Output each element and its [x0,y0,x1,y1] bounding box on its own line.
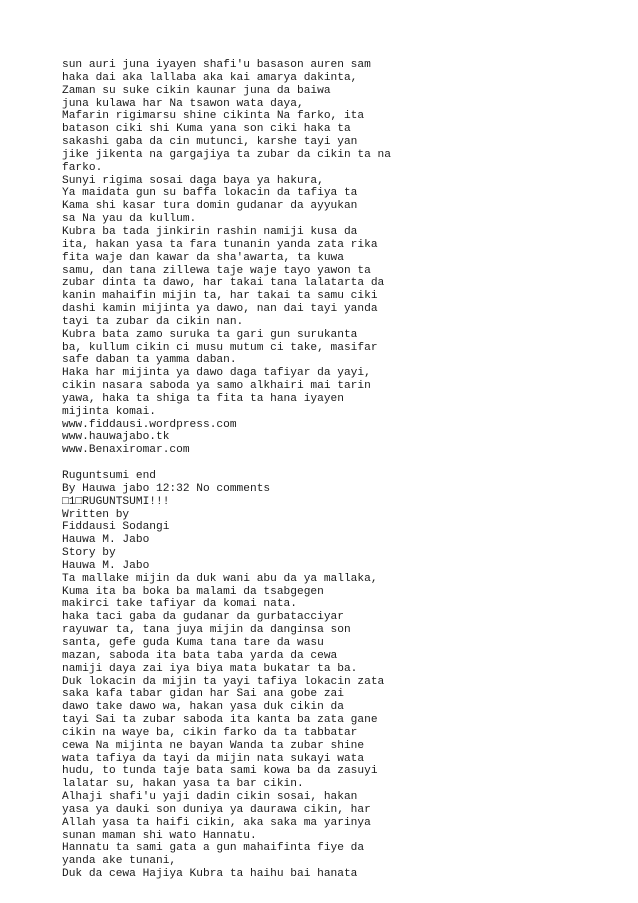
text-line: Ta mallake mijin da duk wani abu da ya mallaka, [62,572,378,585]
text-line: namiji daya zai iya biya mata bukatar ta ba. [62,662,358,675]
text-line: sakashi gaba da cin mutunci, karshe tayi yan [62,136,358,149]
story-section-1 [62,59,622,457]
text-line: sun auri juna iyayen shafi'u basason auren sam [62,59,371,71]
text-line: Mafarin rigimarsu shine cikinta Na farko, ita [62,110,365,123]
text-line: batason ciki shi Kuma yana son ciki haka ta [62,123,351,136]
website-link[interactable]: www.Benaxiromar.com [62,444,190,457]
text-line: tayi ta zubar da cikin nan. [62,315,244,328]
text-line: hudu, to tunda taje bata sami kowa ba da zasuyi [62,765,378,778]
text-line: lalatar su, hakan yasa ta bar cikin. [62,778,304,791]
credit-line: Hauwa M. Jabo [62,534,150,547]
credit-line: Fiddausi Sodangi [62,521,170,534]
text-line: Zaman su suke cikin kaunar juna da baiwa [62,84,331,97]
text-line: mijinta komai. [62,405,156,418]
text-line: juna kulawa har Na tsawon wata daya, [62,97,304,110]
post-byline: By Hauwa jabo 12:32 No comments [62,482,271,495]
text-line: Alhaji shafi'u yaji dadin cikin sosai, hakan [62,791,358,804]
post-title: Ruguntsumi end [62,470,156,482]
text-line: yanda ake tunani, [62,855,177,868]
text-line: cikin nasara saboda ya samo alkhairi mai tarin [62,380,371,393]
text-line: safe daban ta yamma daban. [62,354,237,367]
text-line: Duk lokacin da mijin ta yayi tafiya lokacin zata [62,675,385,688]
text-line: Ya maidata gun su baffa lokacin da tafiya ta [62,187,358,200]
section-spacer [62,457,622,470]
text-line: Allah yasa ta haifi cikin, aka saka ma yarinya [62,816,371,829]
text-line: dashi kamin mijinta ya dawo, nan dai tayi yanda [62,303,378,316]
credit-line: Story by [62,547,116,560]
text-line: ita, hakan yasa ta fara tunanin yanda zata rika [62,238,378,251]
credit-line: Hauwa M. Jabo [62,559,150,572]
text-line: Hannatu ta sami gata a gun mahaifinta fiye da [62,842,365,855]
text-line: Kubra ba tada jinkirin rashin namiji kusa da [62,225,358,238]
text-line: Kama shi kasar tura domin gudanar da ayyukan [62,200,358,213]
text-line: ba, kullum cikin ci musu mutum ci take, masifar [62,341,378,354]
text-line: rayuwar ta, tana juya mijin da danginsa son [62,624,351,637]
text-line: wata tafiya da tayi da mijin nata sukayi wata [62,752,365,765]
story-section-2 [62,470,622,881]
website-link[interactable]: www.hauwajabo.tk [62,431,170,444]
text-line: cewa Na mijinta ne bayan Wanda ta zubar shine [62,739,365,752]
text-line: sa Na yau da kullum. [62,213,197,226]
text-line: sunan maman shi wato Hannatu. [62,829,257,842]
story-heading: □1□RUGUNTSUMI!!! [62,495,170,508]
text-line: Kuma ita ba boka ba malami da tsabgegen [62,585,324,598]
text-line: yasa ya dauki son duniya ya daurawa cikin, har [62,803,371,816]
text-line: samu, dan tana zillewa taje waje tayo yawon ta [62,264,371,277]
website-link[interactable]: www.fiddausi.wordpress.com [62,418,237,431]
text-line: dawo take dawo wa, hakan yasa duk cikin da [62,701,344,714]
text-line: haka taci gaba da gudanar da gurbatacciyar [62,611,344,624]
text-line: farko. [62,161,103,174]
text-line: makirci take tafiyar da komai nata. [62,598,297,611]
text-line: tayi Sai ta zubar saboda ita kanta ba zata gane [62,714,378,727]
document-page [62,59,622,881]
text-line: jike jikenta na gargajiya ta zubar da cikin ta na [62,148,391,161]
text-line: fita waje dan kawar da sha'awarta, ta kuwa [62,251,344,264]
text-line: yawa, haka ta shiga ta fita ta hana iyayen [62,392,344,405]
text-line: mazan, saboda ita bata taba yarda da cewa [62,649,338,662]
text-line: saka kafa tabar gidan har Sai ana gobe zai [62,688,344,701]
credit-line: Written by [62,508,130,521]
text-line: Haka har mijinta ya dawo daga tafiyar da yayi, [62,367,371,380]
text-line: Kubra bata zamo suruka ta gari gun surukanta [62,328,358,341]
text-line: Sunyi rigima sosai daga baya ya hakura, [62,174,324,187]
text-line: Duk da cewa Hajiya Kubra ta haihu bai hanata [62,868,358,881]
text-line: kanin mahaifin mijin ta, har takai ta samu ciki [62,290,378,303]
text-line: zubar dinta ta dawo, har takai tana lalatarta da [62,277,385,290]
text-line: cikin na waye ba, cikin farko da ta tabbatar [62,726,358,739]
text-line: santa, gefe guda Kuma tana tare da wasu [62,636,324,649]
text-line: haka dai aka lallaba aka kai amarya dakinta, [62,71,358,84]
